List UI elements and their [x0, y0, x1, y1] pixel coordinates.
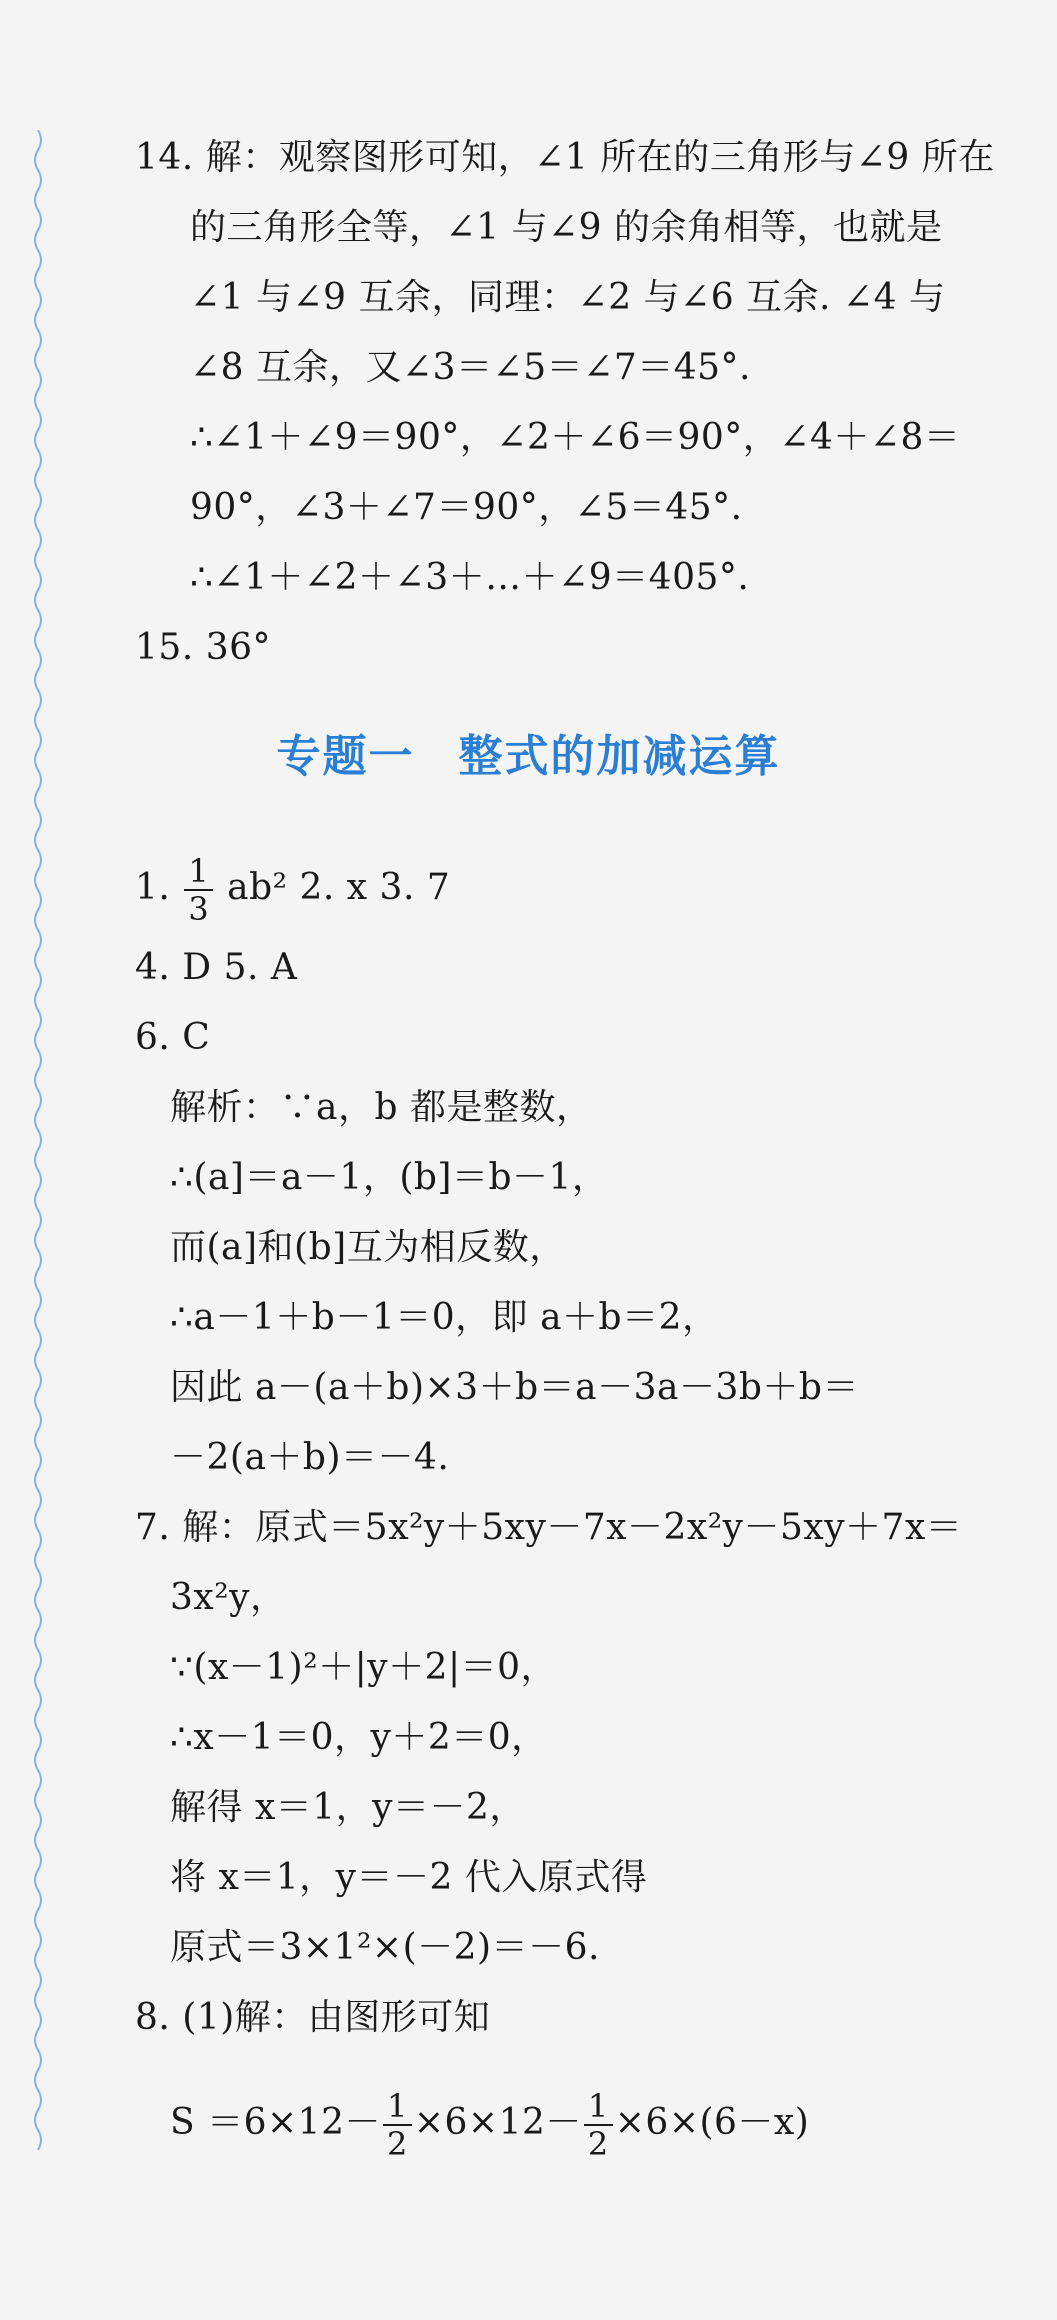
- answer-7-line-3: ∵(x－1)²＋|y＋2|＝0，: [170, 1647, 558, 1688]
- formula-part-2: ×6×12－: [413, 2102, 582, 2143]
- fraction-one-third: [184, 852, 213, 928]
- decorative-wavy-line: [30, 130, 46, 2160]
- answer-14-line-2: 的三角形全等，∠1 与∠9 的余角相等，也就是: [190, 207, 943, 248]
- answer-14-line-1: 14. 解：观察图形可知，∠1 所在的三角形与∠9 所在: [135, 137, 995, 178]
- answer-7-line-4: ∴x－1＝0，y＋2＝0，: [170, 1717, 548, 1758]
- answer-6: 6. C: [135, 1017, 211, 1058]
- answer-6-solution-3: 而(a]和(b]互为相反数，: [170, 1227, 566, 1268]
- answer-14-line-4: ∠8 互余，又∠3＝∠5＝∠7＝45°.: [190, 347, 751, 388]
- fraction-numerator: 1: [584, 2090, 613, 2126]
- answer-15: 15. 36°: [135, 627, 272, 668]
- answer-8-formula: [170, 2087, 810, 2163]
- answer-7-line-5: 解得 x＝1，y＝－2，: [170, 1787, 526, 1828]
- fraction-one-half: [584, 2087, 613, 2163]
- heading-topic-title: 整式的加减运算: [458, 731, 781, 782]
- fraction-denominator: 2: [386, 2125, 408, 2163]
- answer-6-solution-5: 因此 a－(a＋b)×3＋b＝a－3a－3b＋b＝: [170, 1367, 859, 1408]
- answer-7-line-2: 3x²y，: [170, 1577, 287, 1618]
- answer-14-line-7: ∴∠1＋∠2＋∠3＋…＋∠9＝405°.: [190, 557, 750, 598]
- heading-topic-number: 专题一: [276, 731, 415, 782]
- answers-4-5: 4. D 5. A: [135, 947, 298, 988]
- answer-6-solution-1: 解析：∵a，b 都是整数，: [170, 1087, 593, 1128]
- answers-1-3: [135, 852, 451, 928]
- formula-part-3: ×6×(6－x): [614, 2102, 810, 2143]
- answer-14-line-6: 90°，∠3＋∠7＝90°，∠5＝45°.: [190, 487, 743, 528]
- fraction-denominator: 3: [188, 890, 210, 928]
- formula-part-1: S ＝6×12－: [170, 2102, 381, 2143]
- answer-14-line-3: ∠1 与∠9 互余，同理：∠2 与∠6 互余. ∠4 与: [190, 277, 946, 318]
- section-heading: [0, 720, 1057, 784]
- answer-7-line-7: 原式＝3×1²×(－2)＝－6.: [170, 1927, 600, 1968]
- answer-6-solution-6: －2(a＋b)＝－4.: [170, 1437, 450, 1478]
- answer-7: 7. 解：原式＝5x²y＋5xy－7x－2x²y－5xy＋7x＝: [135, 1507, 963, 1548]
- q1-number: 1.: [135, 867, 171, 908]
- answer-8: 8. (1)解：由图形可知: [135, 1997, 491, 2038]
- fraction-numerator: 1: [184, 855, 213, 891]
- answer-6-solution-2: ∴(a]＝a－1，(b]＝b－1，: [170, 1157, 609, 1198]
- fraction-numerator: 1: [383, 2090, 412, 2126]
- answer-7-line-6: 将 x＝1，y＝－2 代入原式得: [170, 1857, 648, 1898]
- fraction-denominator: 2: [587, 2125, 609, 2163]
- answer-14-line-5: ∴∠1＋∠9＝90°，∠2＋∠6＝90°，∠4＋∠8＝: [190, 417, 961, 458]
- fraction-one-half: [383, 2087, 412, 2163]
- answer-6-solution-4: ∴a－1＋b－1＝0，即 a＋b＝2，: [170, 1297, 719, 1338]
- answers-1-3-rest: ab² 2. x 3. 7: [227, 867, 451, 908]
